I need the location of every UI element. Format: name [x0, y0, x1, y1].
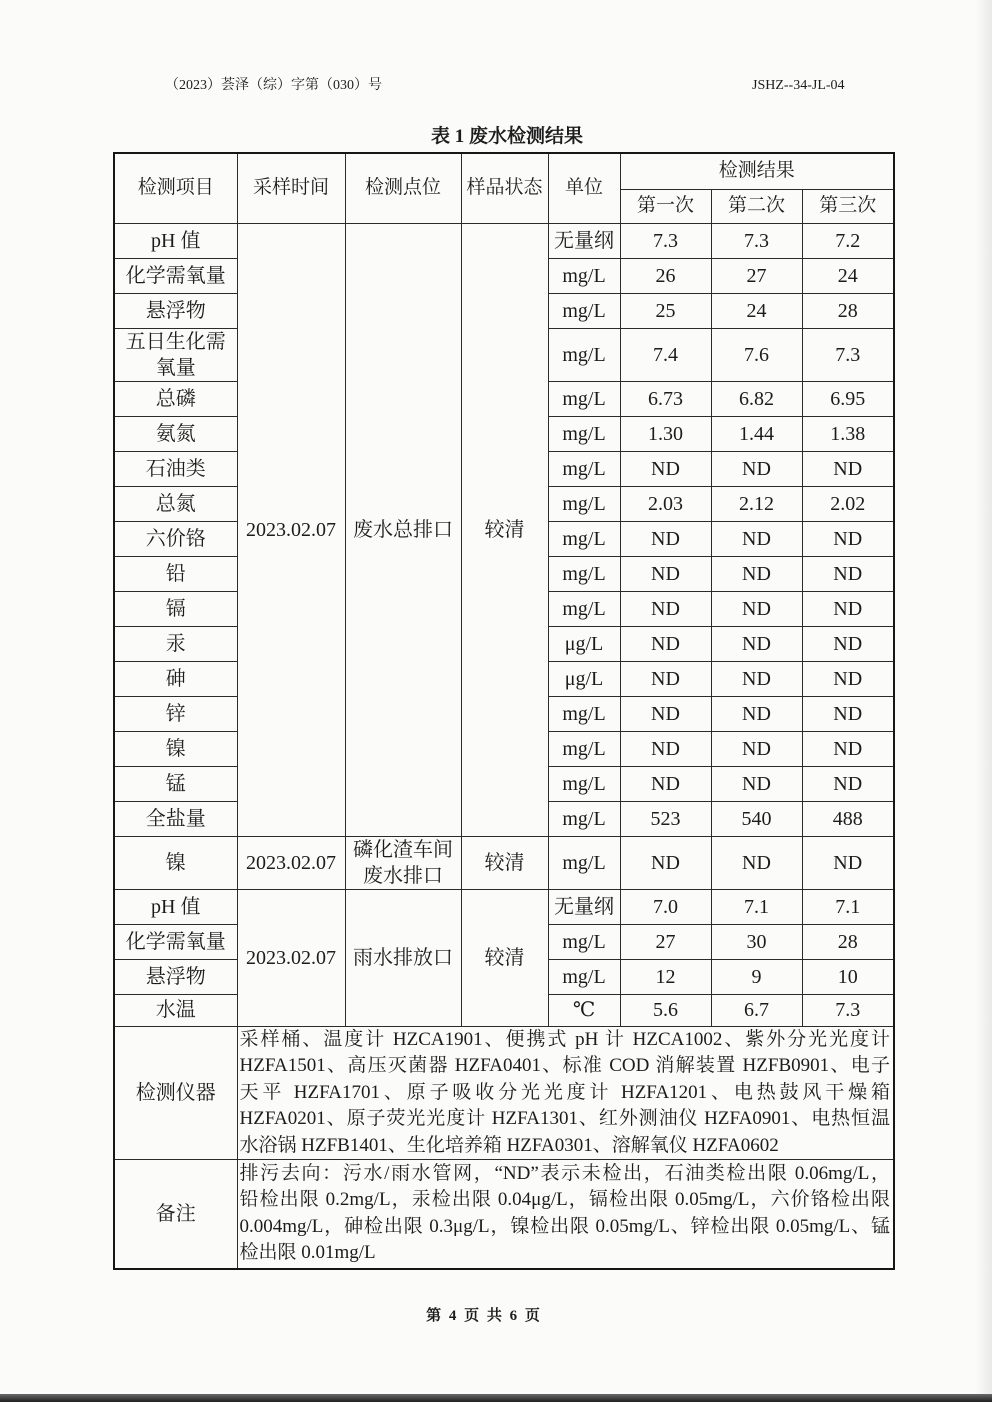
result-third-cell: 24 — [802, 258, 894, 293]
result-third-cell: 1.38 — [802, 416, 894, 451]
result-third-cell: 7.1 — [802, 889, 894, 924]
instruments-line: 采样桶、温度计 HZCA1901、便携式 pH 计 HZCA1002、紫外分光光度计 — [239, 1028, 890, 1050]
item-cell: 悬浮物 — [114, 293, 237, 328]
table-row — [114, 223, 894, 258]
result-first-cell: ND — [620, 451, 711, 486]
item-cell: 汞 — [114, 626, 237, 661]
unit-cell: mg/L — [548, 381, 620, 416]
result-second-cell: ND — [711, 766, 802, 801]
unit-cell: ℃ — [548, 994, 620, 1026]
result-third-cell: 488 — [802, 801, 894, 836]
unit-cell: μg/L — [548, 661, 620, 696]
unit-cell: mg/L — [548, 556, 620, 591]
table-row — [114, 836, 894, 889]
unit-cell: mg/L — [548, 416, 620, 451]
result-second-cell: 6.7 — [711, 994, 802, 1026]
unit-cell: mg/L — [548, 486, 620, 521]
unit-cell: mg/L — [548, 836, 620, 889]
unit-cell: 无量纲 — [548, 889, 620, 924]
unit-cell: mg/L — [548, 258, 620, 293]
result-second-cell: ND — [711, 521, 802, 556]
result-first-cell: 25 — [620, 293, 711, 328]
col-header-sample-state: 样品状态 — [461, 153, 548, 223]
instruments-line: 水浴锅 HZFB1401、生化培养箱 HZFA0301、溶解氧仪 HZFA0602 — [239, 1134, 779, 1156]
remarks-text — [237, 1160, 894, 1269]
result-second-cell: ND — [711, 836, 802, 889]
page-number: 第 4 页 共 6 页 — [426, 1308, 540, 1324]
item-cell: 石油类 — [114, 451, 237, 486]
result-second-cell: ND — [711, 661, 802, 696]
item-cell: 化学需氧量 — [114, 258, 237, 293]
result-second-cell: 27 — [711, 258, 802, 293]
col-header-sampling-time: 采样时间 — [237, 153, 345, 223]
result-second-cell: 1.44 — [711, 416, 802, 451]
remarks-line: 铅检出限 0.2mg/L，汞检出限 0.04μg/L，镉检出限 0.05mg/L，六价铬检出限 — [239, 1189, 890, 1211]
result-first-cell: 12 — [620, 959, 711, 994]
item-cell: 镍 — [114, 731, 237, 766]
result-third-cell: 7.3 — [802, 328, 894, 381]
result-first-cell: 6.73 — [620, 381, 711, 416]
sampling-time-cell: 2023.02.07 — [237, 223, 345, 836]
remarks-line: 检出限 0.01mg/L — [239, 1242, 376, 1264]
result-second-cell: 6.82 — [711, 381, 802, 416]
sample-state-cell: 较清 — [461, 836, 548, 889]
instruments-line: HZFA1501、高压灭菌器 HZFA0401、标准 COD 消解装置 HZFB0901、电子 — [239, 1055, 890, 1076]
result-first-cell: 26 — [620, 258, 711, 293]
unit-cell: mg/L — [548, 801, 620, 836]
table-title: 表 1 废水检测结果 — [430, 126, 583, 147]
unit-cell: mg/L — [548, 451, 620, 486]
result-first-cell: 27 — [620, 924, 711, 959]
result-second-cell: ND — [711, 591, 802, 626]
result-first-cell: ND — [620, 556, 711, 591]
result-third-cell: 2.02 — [802, 486, 894, 521]
unit-cell: mg/L — [548, 293, 620, 328]
result-third-cell: ND — [802, 731, 894, 766]
result-first-cell: 2.03 — [620, 486, 711, 521]
result-third-cell: ND — [802, 836, 894, 889]
item-cell: 镉 — [114, 591, 237, 626]
result-second-cell: ND — [711, 626, 802, 661]
result-first-cell: ND — [620, 521, 711, 556]
result-third-cell: ND — [802, 591, 894, 626]
unit-cell: mg/L — [548, 731, 620, 766]
result-second-cell: 7.3 — [711, 223, 802, 258]
table-row — [114, 889, 894, 924]
col-header-results: 检测结果 — [620, 153, 894, 189]
result-third-cell: ND — [802, 451, 894, 486]
result-second-cell: ND — [711, 556, 802, 591]
result-first-cell: 7.3 — [620, 223, 711, 258]
remarks-label: 备注 — [114, 1160, 237, 1269]
item-cell: 锰 — [114, 766, 237, 801]
result-second-cell: ND — [711, 731, 802, 766]
sample-state-cell: 较清 — [461, 889, 548, 1026]
result-second-cell: 24 — [711, 293, 802, 328]
header-row — [114, 153, 894, 189]
result-first-cell: ND — [620, 696, 711, 731]
result-third-cell: 28 — [802, 293, 894, 328]
instruments-line: HZFA0201、原子荧光光度计 HZFA1301、红外测油仪 HZFA0901、电热恒温 — [239, 1108, 890, 1129]
item-cell: 砷 — [114, 661, 237, 696]
sampling-time-cell: 2023.02.07 — [237, 836, 345, 889]
document-number: （2023）荟泽（综）字第（030）号 — [165, 78, 382, 93]
result-second-cell: 2.12 — [711, 486, 802, 521]
unit-cell: mg/L — [548, 924, 620, 959]
result-second-cell: ND — [711, 451, 802, 486]
result-first-cell: ND — [620, 591, 711, 626]
col-header-location: 检测点位 — [345, 153, 461, 223]
instruments-text — [237, 1026, 894, 1160]
result-third-cell: 6.95 — [802, 381, 894, 416]
remarks-line: 排污去向：污水/雨水管网，“ND”表示未检出，石油类检出限 0.06mg/L， — [239, 1162, 890, 1184]
item-cell: 五日生化需氧量 — [114, 328, 237, 381]
col-header-unit: 单位 — [548, 153, 620, 223]
unit-cell: 无量纲 — [548, 223, 620, 258]
remarks-line: 0.004mg/L，砷检出限 0.3μg/L，镍检出限 0.05mg/L、锌检出限 0.05mg/L、锰 — [239, 1215, 890, 1237]
col-header-third: 第三次 — [802, 189, 894, 223]
instruments-row — [114, 1026, 894, 1160]
unit-cell: mg/L — [548, 696, 620, 731]
result-second-cell: 7.6 — [711, 328, 802, 381]
result-first-cell: ND — [620, 731, 711, 766]
result-third-cell: 28 — [802, 924, 894, 959]
item-cell: pH 值 — [114, 223, 237, 258]
scan-edge-right — [976, 0, 992, 1402]
sample-state-cell: 较清 — [461, 223, 548, 836]
result-second-cell: 540 — [711, 801, 802, 836]
result-first-cell: 1.30 — [620, 416, 711, 451]
sampling-time-cell: 2023.02.07 — [237, 889, 345, 1026]
result-first-cell: 523 — [620, 801, 711, 836]
result-second-cell: ND — [711, 696, 802, 731]
result-third-cell: 7.3 — [802, 994, 894, 1026]
item-cell: 铅 — [114, 556, 237, 591]
result-third-cell: ND — [802, 696, 894, 731]
result-first-cell: ND — [620, 766, 711, 801]
item-cell: 化学需氧量 — [114, 924, 237, 959]
item-cell: 六价铬 — [114, 521, 237, 556]
item-cell: 氨氮 — [114, 416, 237, 451]
location-cell: 磷化渣车间废水排口 — [345, 836, 461, 889]
result-second-cell: 30 — [711, 924, 802, 959]
result-third-cell: 10 — [802, 959, 894, 994]
instruments-line: 天平 HZFA1701、原子吸收分光光度计 HZFA1201、电热鼓风干燥箱 — [239, 1081, 890, 1103]
result-second-cell: 7.1 — [711, 889, 802, 924]
result-first-cell: 5.6 — [620, 994, 711, 1026]
result-first-cell: ND — [620, 661, 711, 696]
result-third-cell: ND — [802, 521, 894, 556]
col-header-second: 第二次 — [711, 189, 802, 223]
item-cell: 水温 — [114, 994, 237, 1026]
unit-cell: mg/L — [548, 328, 620, 381]
instruments-label: 检测仪器 — [114, 1026, 237, 1160]
item-cell: 锌 — [114, 696, 237, 731]
unit-cell: mg/L — [548, 766, 620, 801]
result-third-cell: 7.2 — [802, 223, 894, 258]
result-third-cell: ND — [802, 556, 894, 591]
remarks-row — [114, 1160, 894, 1269]
location-cell: 废水总排口 — [345, 223, 461, 836]
unit-cell: mg/L — [548, 959, 620, 994]
result-first-cell: ND — [620, 626, 711, 661]
item-cell: 总磷 — [114, 381, 237, 416]
form-code: JSHZ--34-JL-04 — [752, 78, 845, 93]
location-cell: 雨水排放口 — [345, 889, 461, 1026]
item-cell: pH 值 — [114, 889, 237, 924]
unit-cell: mg/L — [548, 521, 620, 556]
result-first-cell: ND — [620, 836, 711, 889]
item-cell: 全盐量 — [114, 801, 237, 836]
result-third-cell: ND — [802, 626, 894, 661]
result-third-cell: ND — [802, 661, 894, 696]
col-header-item: 检测项目 — [114, 153, 237, 223]
unit-cell: μg/L — [548, 626, 620, 661]
item-cell: 镍 — [114, 836, 237, 889]
unit-cell: mg/L — [548, 591, 620, 626]
results-table — [113, 152, 895, 1270]
item-cell: 悬浮物 — [114, 959, 237, 994]
result-first-cell: 7.4 — [620, 328, 711, 381]
result-first-cell: 7.0 — [620, 889, 711, 924]
scan-edge-bottom — [0, 1394, 992, 1402]
result-third-cell: ND — [802, 766, 894, 801]
result-second-cell: 9 — [711, 959, 802, 994]
col-header-first: 第一次 — [620, 189, 711, 223]
item-cell: 总氮 — [114, 486, 237, 521]
